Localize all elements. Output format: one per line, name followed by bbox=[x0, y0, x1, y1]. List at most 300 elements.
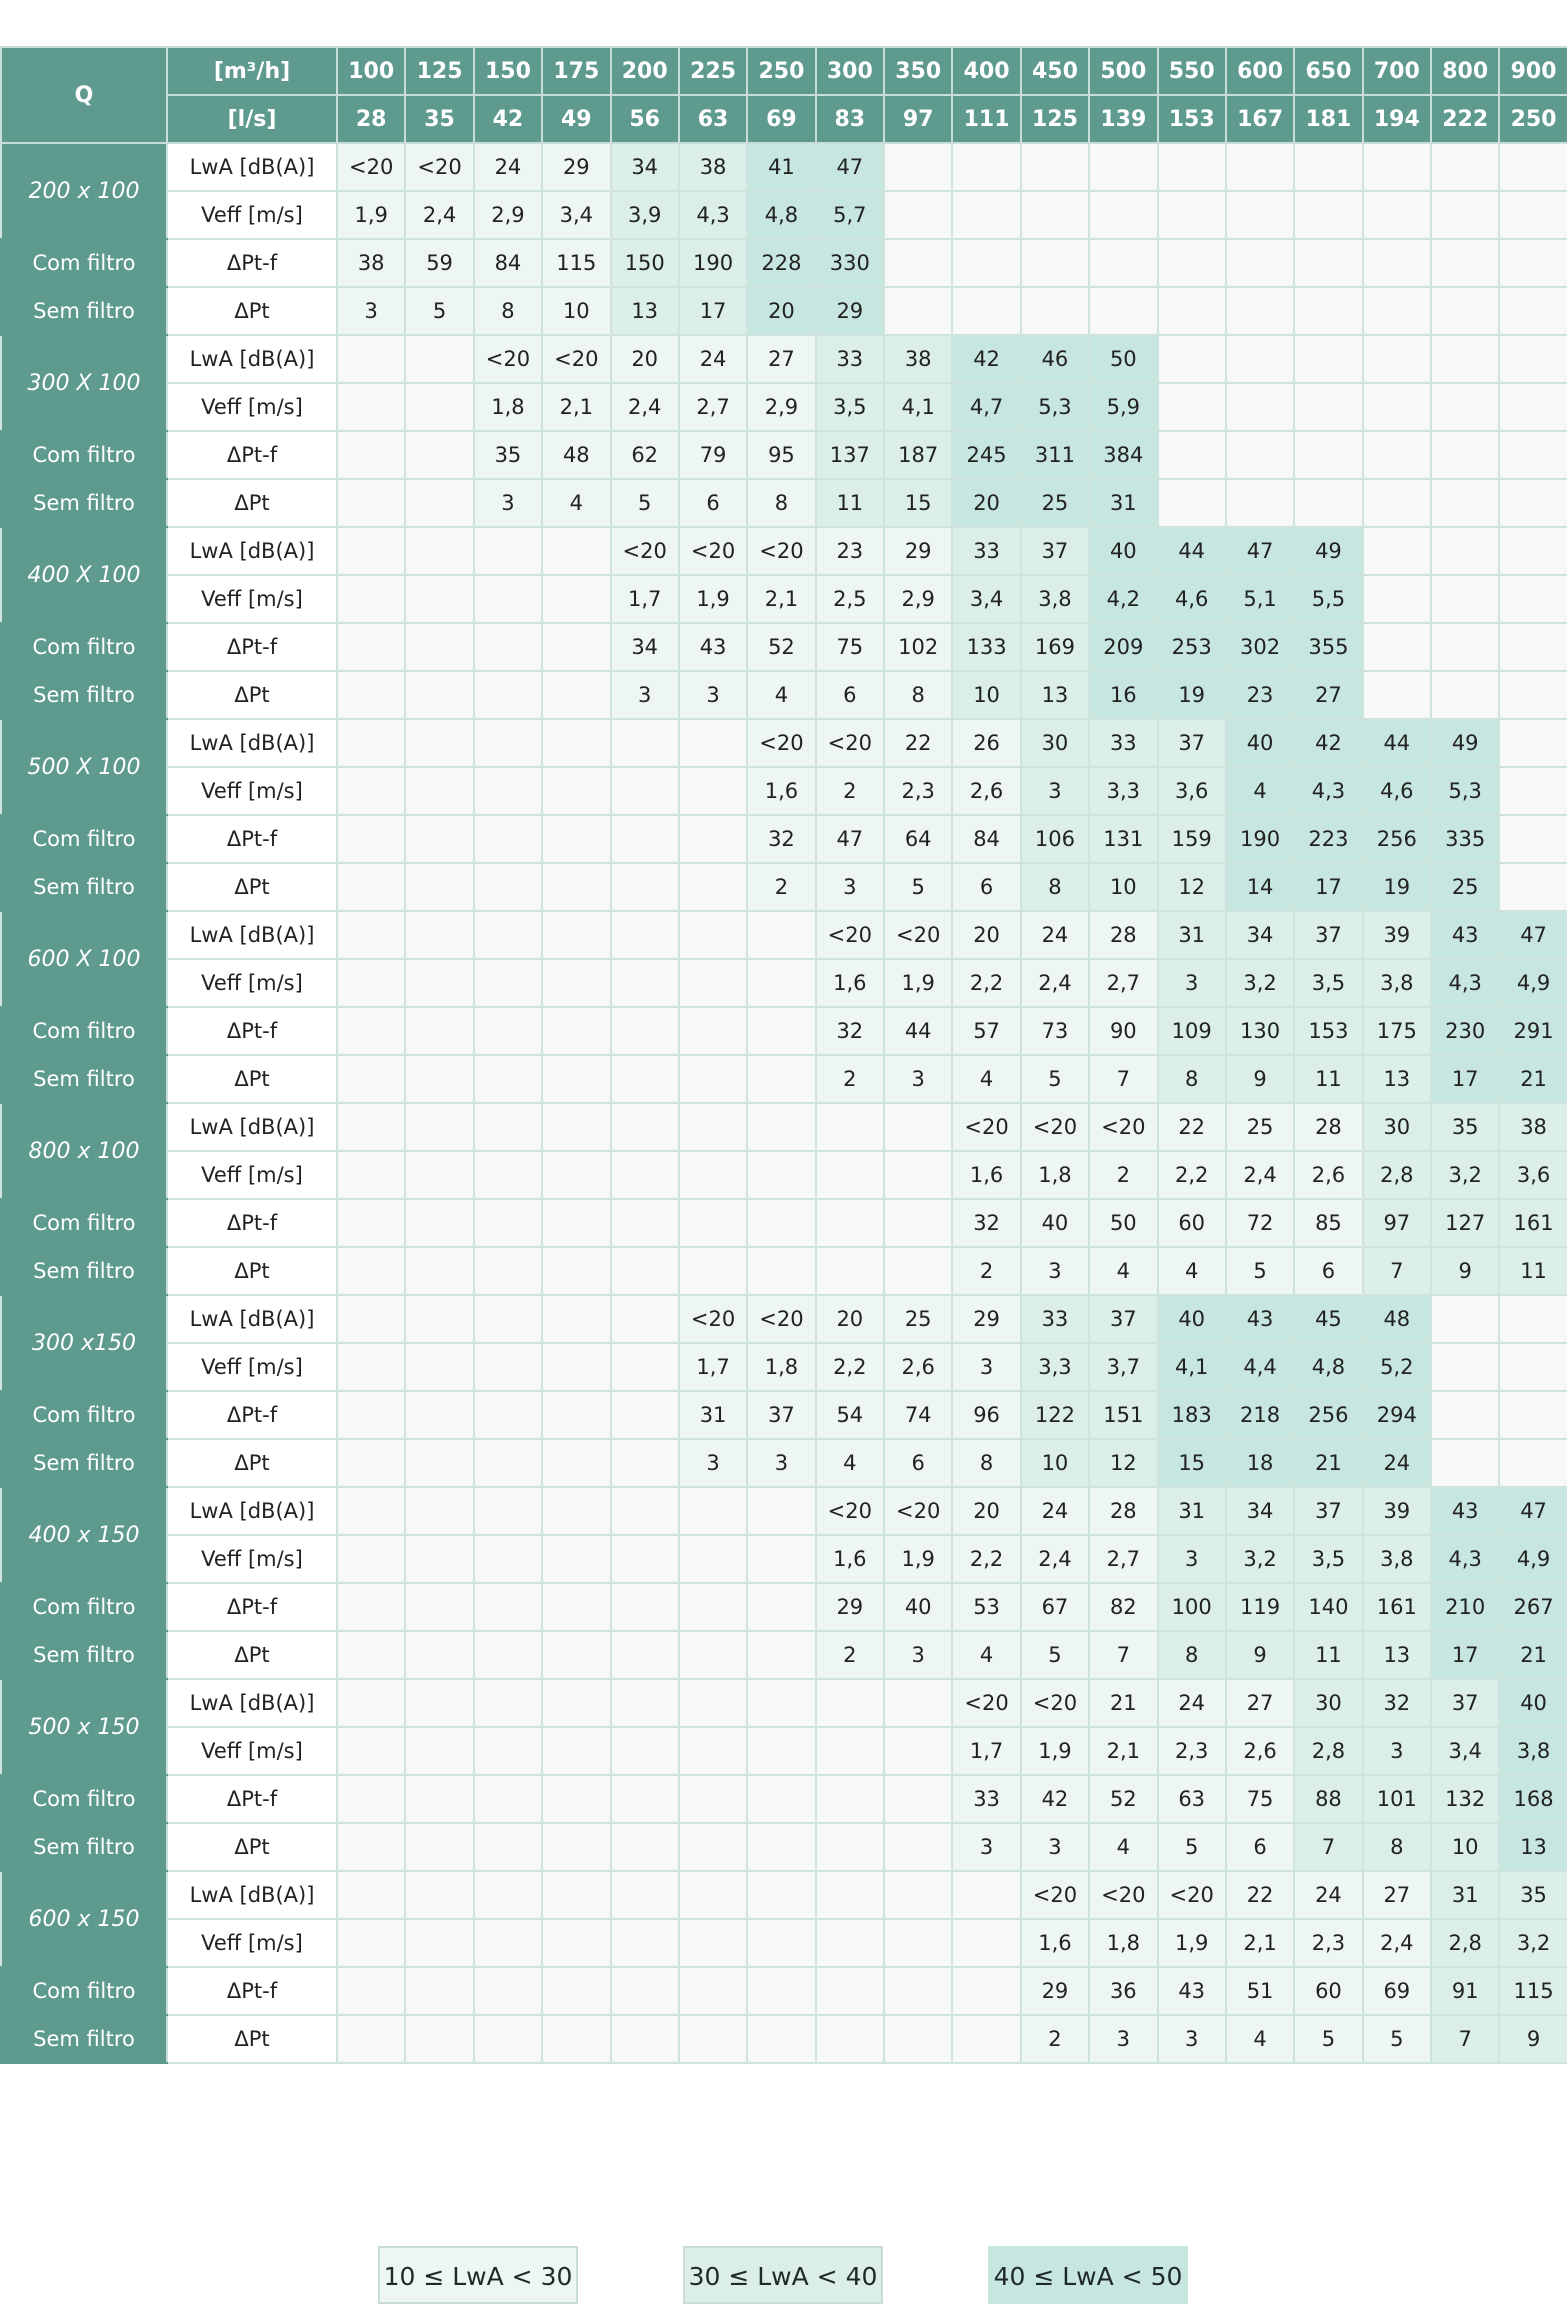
empty-cell bbox=[1431, 1295, 1499, 1343]
value-cell: 210 bbox=[1431, 1583, 1499, 1631]
value-cell: 151 bbox=[1089, 1391, 1157, 1439]
parameter-label: ΔPt bbox=[167, 1823, 337, 1871]
empty-cell bbox=[816, 1727, 884, 1775]
flow-ls-header: 125 bbox=[1021, 95, 1089, 143]
empty-cell bbox=[474, 2015, 542, 2063]
empty-cell bbox=[1021, 191, 1089, 239]
empty-cell bbox=[337, 1679, 405, 1727]
value-cell: 1,6 bbox=[747, 767, 815, 815]
empty-cell bbox=[337, 1295, 405, 1343]
parameter-label: Veff [m/s] bbox=[167, 1919, 337, 1967]
value-cell: 14 bbox=[1226, 863, 1294, 911]
unit-ls-label: [l/s] bbox=[167, 95, 337, 143]
value-cell: 3,8 bbox=[1363, 959, 1431, 1007]
empty-cell bbox=[1499, 1343, 1567, 1391]
value-cell: 48 bbox=[542, 431, 610, 479]
empty-cell bbox=[816, 1871, 884, 1919]
empty-cell bbox=[747, 1583, 815, 1631]
value-cell: 67 bbox=[1021, 1583, 1089, 1631]
empty-cell bbox=[1363, 671, 1431, 719]
parameter-label: Veff [m/s] bbox=[167, 1535, 337, 1583]
value-cell: 5,3 bbox=[1431, 767, 1499, 815]
table-row bbox=[1, 1103, 1567, 1151]
value-cell: 161 bbox=[1363, 1583, 1431, 1631]
empty-cell bbox=[1499, 143, 1567, 191]
empty-cell bbox=[405, 815, 473, 863]
value-cell: 3,2 bbox=[1226, 959, 1294, 1007]
value-cell: 4 bbox=[952, 1631, 1020, 1679]
empty-cell bbox=[405, 1487, 473, 1535]
empty-cell bbox=[611, 1391, 679, 1439]
empty-cell bbox=[474, 671, 542, 719]
empty-cell bbox=[1499, 815, 1567, 863]
value-cell: <20 bbox=[952, 1103, 1020, 1151]
empty-cell bbox=[337, 575, 405, 623]
empty-cell bbox=[337, 1439, 405, 1487]
value-cell: 20 bbox=[747, 287, 815, 335]
value-cell: 64 bbox=[884, 815, 952, 863]
value-cell: 3 bbox=[884, 1631, 952, 1679]
model-size-label: 300 x150 bbox=[1, 1295, 167, 1391]
parameter-label: ΔPt bbox=[167, 479, 337, 527]
value-cell: 34 bbox=[611, 623, 679, 671]
table-row bbox=[1, 719, 1567, 767]
value-cell: 8 bbox=[952, 1439, 1020, 1487]
value-cell: 20 bbox=[952, 1487, 1020, 1535]
flow-m3h-header: 550 bbox=[1158, 47, 1226, 95]
table-row bbox=[1, 1679, 1567, 1727]
value-cell: 28 bbox=[1089, 911, 1157, 959]
value-cell: 7 bbox=[1294, 1823, 1362, 1871]
empty-cell bbox=[337, 671, 405, 719]
empty-cell bbox=[337, 815, 405, 863]
empty-cell bbox=[1499, 383, 1567, 431]
empty-cell bbox=[474, 1055, 542, 1103]
empty-cell bbox=[474, 1727, 542, 1775]
empty-cell bbox=[679, 815, 747, 863]
value-cell: 2,6 bbox=[952, 767, 1020, 815]
table-row bbox=[1, 431, 1567, 479]
empty-cell bbox=[884, 1247, 952, 1295]
value-cell: 2 bbox=[816, 767, 884, 815]
value-cell: 95 bbox=[747, 431, 815, 479]
empty-cell bbox=[337, 1055, 405, 1103]
empty-cell bbox=[679, 1055, 747, 1103]
empty-cell bbox=[542, 1055, 610, 1103]
flow-ls-header: 35 bbox=[405, 95, 473, 143]
empty-cell bbox=[405, 431, 473, 479]
empty-cell bbox=[405, 1775, 473, 1823]
empty-cell bbox=[816, 1247, 884, 1295]
empty-cell bbox=[679, 1823, 747, 1871]
value-cell: 13 bbox=[1021, 671, 1089, 719]
empty-cell bbox=[816, 2015, 884, 2063]
value-cell: 2 bbox=[816, 1631, 884, 1679]
value-cell: 22 bbox=[884, 719, 952, 767]
empty-cell bbox=[542, 2015, 610, 2063]
empty-cell bbox=[816, 1919, 884, 1967]
value-cell: 1,7 bbox=[952, 1727, 1020, 1775]
empty-cell bbox=[542, 1247, 610, 1295]
empty-cell bbox=[1226, 143, 1294, 191]
value-cell: 13 bbox=[1499, 1823, 1567, 1871]
value-cell: 45 bbox=[1294, 1295, 1362, 1343]
empty-cell bbox=[542, 1535, 610, 1583]
value-cell: 3,5 bbox=[1294, 959, 1362, 1007]
value-cell: 23 bbox=[1226, 671, 1294, 719]
empty-cell bbox=[542, 1727, 610, 1775]
empty-cell bbox=[747, 1151, 815, 1199]
empty-cell bbox=[1226, 287, 1294, 335]
value-cell: 32 bbox=[1363, 1679, 1431, 1727]
empty-cell bbox=[747, 1103, 815, 1151]
value-cell: 5,3 bbox=[1021, 383, 1089, 431]
value-cell: 190 bbox=[1226, 815, 1294, 863]
value-cell: 2,1 bbox=[542, 383, 610, 431]
empty-cell bbox=[405, 623, 473, 671]
value-cell: 133 bbox=[952, 623, 1020, 671]
parameter-label: LwA [dB(A)] bbox=[167, 335, 337, 383]
value-cell: 4 bbox=[952, 1055, 1020, 1103]
flow-m3h-header: 300 bbox=[816, 47, 884, 95]
empty-cell bbox=[1499, 191, 1567, 239]
value-cell: 10 bbox=[1021, 1439, 1089, 1487]
value-cell: <20 bbox=[747, 1295, 815, 1343]
empty-cell bbox=[1158, 143, 1226, 191]
value-cell: 4,7 bbox=[952, 383, 1020, 431]
empty-cell bbox=[337, 383, 405, 431]
value-cell: 7 bbox=[1089, 1631, 1157, 1679]
value-cell: 127 bbox=[1431, 1199, 1499, 1247]
value-cell: 3,5 bbox=[816, 383, 884, 431]
table-row bbox=[1, 959, 1567, 1007]
table-row bbox=[1, 1775, 1567, 1823]
empty-cell bbox=[679, 719, 747, 767]
value-cell: 1,6 bbox=[952, 1151, 1020, 1199]
empty-cell bbox=[337, 1487, 405, 1535]
empty-cell bbox=[816, 1103, 884, 1151]
value-cell: 2,4 bbox=[1021, 1535, 1089, 1583]
value-cell: 33 bbox=[1089, 719, 1157, 767]
value-cell: 37 bbox=[1294, 911, 1362, 959]
table-row bbox=[1, 1439, 1567, 1487]
value-cell: 4,6 bbox=[1158, 575, 1226, 623]
value-cell: 28 bbox=[1089, 1487, 1157, 1535]
empty-cell bbox=[542, 1343, 610, 1391]
model-size-label: 600 x 150 bbox=[1, 1871, 167, 1967]
empty-cell bbox=[337, 1583, 405, 1631]
value-cell: 2,3 bbox=[1294, 1919, 1362, 1967]
value-cell: 3,6 bbox=[1158, 767, 1226, 815]
empty-cell bbox=[405, 2015, 473, 2063]
empty-cell bbox=[474, 1919, 542, 1967]
value-cell: 49 bbox=[1294, 527, 1362, 575]
empty-cell bbox=[1499, 623, 1567, 671]
empty-cell bbox=[747, 911, 815, 959]
header-row-m3h bbox=[1, 47, 1567, 95]
empty-cell bbox=[1363, 383, 1431, 431]
flow-ls-header: 194 bbox=[1363, 95, 1431, 143]
value-cell: <20 bbox=[1021, 1103, 1089, 1151]
empty-cell bbox=[1431, 623, 1499, 671]
value-cell: 6 bbox=[679, 479, 747, 527]
value-cell: <20 bbox=[952, 1679, 1020, 1727]
empty-cell bbox=[747, 1967, 815, 2015]
value-cell: 30 bbox=[1294, 1679, 1362, 1727]
value-cell: 15 bbox=[884, 479, 952, 527]
empty-cell bbox=[952, 143, 1020, 191]
value-cell: 3,2 bbox=[1499, 1919, 1567, 1967]
parameter-label: ΔPt-f bbox=[167, 431, 337, 479]
empty-cell bbox=[611, 1247, 679, 1295]
value-cell: 267 bbox=[1499, 1583, 1567, 1631]
value-cell: 3,7 bbox=[1089, 1343, 1157, 1391]
empty-cell bbox=[747, 1055, 815, 1103]
empty-cell bbox=[611, 1823, 679, 1871]
value-cell: 2,8 bbox=[1431, 1919, 1499, 1967]
empty-cell bbox=[405, 335, 473, 383]
value-cell: 2,5 bbox=[816, 575, 884, 623]
value-cell: 31 bbox=[1158, 911, 1226, 959]
value-cell: 38 bbox=[337, 239, 405, 287]
empty-cell bbox=[884, 1679, 952, 1727]
empty-cell bbox=[884, 1871, 952, 1919]
value-cell: 8 bbox=[474, 287, 542, 335]
model-size-label: 500 X 100 bbox=[1, 719, 167, 815]
value-cell: 161 bbox=[1499, 1199, 1567, 1247]
empty-cell bbox=[474, 1007, 542, 1055]
empty-cell bbox=[747, 1247, 815, 1295]
empty-cell bbox=[679, 1631, 747, 1679]
value-cell: 8 bbox=[1363, 1823, 1431, 1871]
parameter-label: LwA [dB(A)] bbox=[167, 1295, 337, 1343]
value-cell: 41 bbox=[747, 143, 815, 191]
empty-cell bbox=[679, 1583, 747, 1631]
empty-cell bbox=[1431, 1439, 1499, 1487]
table-row bbox=[1, 1583, 1567, 1631]
value-cell: 38 bbox=[679, 143, 747, 191]
flow-ls-header: 63 bbox=[679, 95, 747, 143]
empty-cell bbox=[542, 1487, 610, 1535]
table-row bbox=[1, 1055, 1567, 1103]
flow-m3h-header: 125 bbox=[405, 47, 473, 95]
value-cell: 3 bbox=[474, 479, 542, 527]
value-cell: 294 bbox=[1363, 1391, 1431, 1439]
value-cell: 20 bbox=[816, 1295, 884, 1343]
value-cell: 2,9 bbox=[474, 191, 542, 239]
parameter-label: ΔPt bbox=[167, 1439, 337, 1487]
value-cell: 1,6 bbox=[816, 1535, 884, 1583]
value-cell: 256 bbox=[1363, 815, 1431, 863]
value-cell: 16 bbox=[1089, 671, 1157, 719]
value-cell: 21 bbox=[1294, 1439, 1362, 1487]
empty-cell bbox=[679, 1871, 747, 1919]
empty-cell bbox=[474, 863, 542, 911]
empty-cell bbox=[1226, 479, 1294, 527]
empty-cell bbox=[1499, 239, 1567, 287]
com-filtro-label: Com filtro bbox=[1, 815, 167, 863]
empty-cell bbox=[952, 1919, 1020, 1967]
empty-cell bbox=[405, 671, 473, 719]
value-cell: <20 bbox=[1021, 1679, 1089, 1727]
empty-cell bbox=[542, 1439, 610, 1487]
empty-cell bbox=[337, 1823, 405, 1871]
value-cell: 2,7 bbox=[1089, 959, 1157, 1007]
value-cell: <20 bbox=[1158, 1871, 1226, 1919]
empty-cell bbox=[337, 719, 405, 767]
empty-cell bbox=[1294, 479, 1362, 527]
empty-cell bbox=[747, 1535, 815, 1583]
table-row bbox=[1, 1343, 1567, 1391]
flow-ls-header: 167 bbox=[1226, 95, 1294, 143]
value-cell: 31 bbox=[1089, 479, 1157, 527]
empty-cell bbox=[611, 1103, 679, 1151]
empty-cell bbox=[1294, 191, 1362, 239]
empty-cell bbox=[474, 575, 542, 623]
value-cell: 25 bbox=[884, 1295, 952, 1343]
value-cell: 32 bbox=[952, 1199, 1020, 1247]
value-cell: 8 bbox=[747, 479, 815, 527]
value-cell: 132 bbox=[1431, 1775, 1499, 1823]
value-cell: 43 bbox=[1158, 1967, 1226, 2015]
value-cell: 9 bbox=[1226, 1055, 1294, 1103]
value-cell: 3,5 bbox=[1294, 1535, 1362, 1583]
empty-cell bbox=[1499, 479, 1567, 527]
value-cell: 52 bbox=[747, 623, 815, 671]
value-cell: 4,2 bbox=[1089, 575, 1157, 623]
empty-cell bbox=[337, 335, 405, 383]
value-cell: 54 bbox=[816, 1391, 884, 1439]
empty-cell bbox=[337, 1631, 405, 1679]
value-cell: 37 bbox=[1431, 1679, 1499, 1727]
empty-cell bbox=[1363, 287, 1431, 335]
value-cell: 4,3 bbox=[1294, 767, 1362, 815]
value-cell: 4 bbox=[1226, 767, 1294, 815]
sem-filtro-label: Sem filtro bbox=[1, 1439, 167, 1487]
empty-cell bbox=[405, 911, 473, 959]
value-cell: 43 bbox=[1431, 911, 1499, 959]
value-cell: 2,4 bbox=[405, 191, 473, 239]
empty-cell bbox=[1089, 287, 1157, 335]
value-cell: 256 bbox=[1294, 1391, 1362, 1439]
value-cell: 46 bbox=[1021, 335, 1089, 383]
sem-filtro-label: Sem filtro bbox=[1, 1247, 167, 1295]
legend-item-mid: 30 ≤ LwA < 40 bbox=[683, 2246, 883, 2304]
value-cell: 3 bbox=[747, 1439, 815, 1487]
value-cell: 175 bbox=[1363, 1007, 1431, 1055]
empty-cell bbox=[1363, 527, 1431, 575]
empty-cell bbox=[337, 1535, 405, 1583]
parameter-label: ΔPt bbox=[167, 863, 337, 911]
value-cell: 2,9 bbox=[747, 383, 815, 431]
empty-cell bbox=[542, 1151, 610, 1199]
value-cell: 3 bbox=[1021, 767, 1089, 815]
empty-cell bbox=[679, 767, 747, 815]
value-cell: 47 bbox=[816, 143, 884, 191]
value-cell: 106 bbox=[1021, 815, 1089, 863]
value-cell: 10 bbox=[952, 671, 1020, 719]
empty-cell bbox=[337, 1391, 405, 1439]
empty-cell bbox=[405, 719, 473, 767]
value-cell: 37 bbox=[747, 1391, 815, 1439]
empty-cell bbox=[611, 719, 679, 767]
legend-item-low: 10 ≤ LwA < 30 bbox=[378, 2246, 578, 2304]
parameter-label: ΔPt-f bbox=[167, 1967, 337, 2015]
empty-cell bbox=[611, 1343, 679, 1391]
value-cell: 25 bbox=[1431, 863, 1499, 911]
flow-m3h-header: 350 bbox=[884, 47, 952, 95]
empty-cell bbox=[405, 527, 473, 575]
value-cell: 5,1 bbox=[1226, 575, 1294, 623]
value-cell: 47 bbox=[1499, 911, 1567, 959]
empty-cell bbox=[611, 911, 679, 959]
empty-cell bbox=[542, 1007, 610, 1055]
empty-cell bbox=[1431, 335, 1499, 383]
value-cell: 10 bbox=[1089, 863, 1157, 911]
empty-cell bbox=[337, 959, 405, 1007]
value-cell: 291 bbox=[1499, 1007, 1567, 1055]
empty-cell bbox=[1431, 431, 1499, 479]
empty-cell bbox=[405, 479, 473, 527]
empty-cell bbox=[542, 1823, 610, 1871]
empty-cell bbox=[474, 1439, 542, 1487]
empty-cell bbox=[816, 1679, 884, 1727]
value-cell: 115 bbox=[542, 239, 610, 287]
unit-m3h-label: [m³/h] bbox=[167, 47, 337, 95]
value-cell: 4,6 bbox=[1363, 767, 1431, 815]
empty-cell bbox=[611, 1871, 679, 1919]
value-cell: 11 bbox=[1294, 1055, 1362, 1103]
empty-cell bbox=[611, 863, 679, 911]
value-cell: 21 bbox=[1089, 1679, 1157, 1727]
empty-cell bbox=[884, 191, 952, 239]
value-cell: 44 bbox=[1363, 719, 1431, 767]
table-row bbox=[1, 767, 1567, 815]
value-cell: 30 bbox=[1021, 719, 1089, 767]
empty-cell bbox=[474, 1775, 542, 1823]
flow-m3h-header: 900 bbox=[1499, 47, 1567, 95]
value-cell: <20 bbox=[816, 1487, 884, 1535]
value-cell: 12 bbox=[1089, 1439, 1157, 1487]
value-cell: 5 bbox=[1226, 1247, 1294, 1295]
empty-cell bbox=[474, 1247, 542, 1295]
value-cell: 33 bbox=[952, 1775, 1020, 1823]
value-cell: 1,7 bbox=[611, 575, 679, 623]
value-cell: 335 bbox=[1431, 815, 1499, 863]
value-cell: 19 bbox=[1158, 671, 1226, 719]
empty-cell bbox=[1431, 671, 1499, 719]
empty-cell bbox=[474, 911, 542, 959]
value-cell: 60 bbox=[1294, 1967, 1362, 2015]
value-cell: 6 bbox=[952, 863, 1020, 911]
value-cell: 130 bbox=[1226, 1007, 1294, 1055]
parameter-label: LwA [dB(A)] bbox=[167, 1871, 337, 1919]
value-cell: <20 bbox=[679, 527, 747, 575]
value-cell: 3,3 bbox=[1089, 767, 1157, 815]
value-cell: 20 bbox=[952, 911, 1020, 959]
value-cell: 3,6 bbox=[1499, 1151, 1567, 1199]
parameter-label: Veff [m/s] bbox=[167, 575, 337, 623]
value-cell: 6 bbox=[884, 1439, 952, 1487]
value-cell: 119 bbox=[1226, 1583, 1294, 1631]
empty-cell bbox=[474, 719, 542, 767]
value-cell: 69 bbox=[1363, 1967, 1431, 2015]
empty-cell bbox=[542, 1775, 610, 1823]
empty-cell bbox=[1499, 335, 1567, 383]
model-size-label: 400 x 150 bbox=[1, 1487, 167, 1583]
parameter-label: LwA [dB(A)] bbox=[167, 527, 337, 575]
empty-cell bbox=[1158, 431, 1226, 479]
